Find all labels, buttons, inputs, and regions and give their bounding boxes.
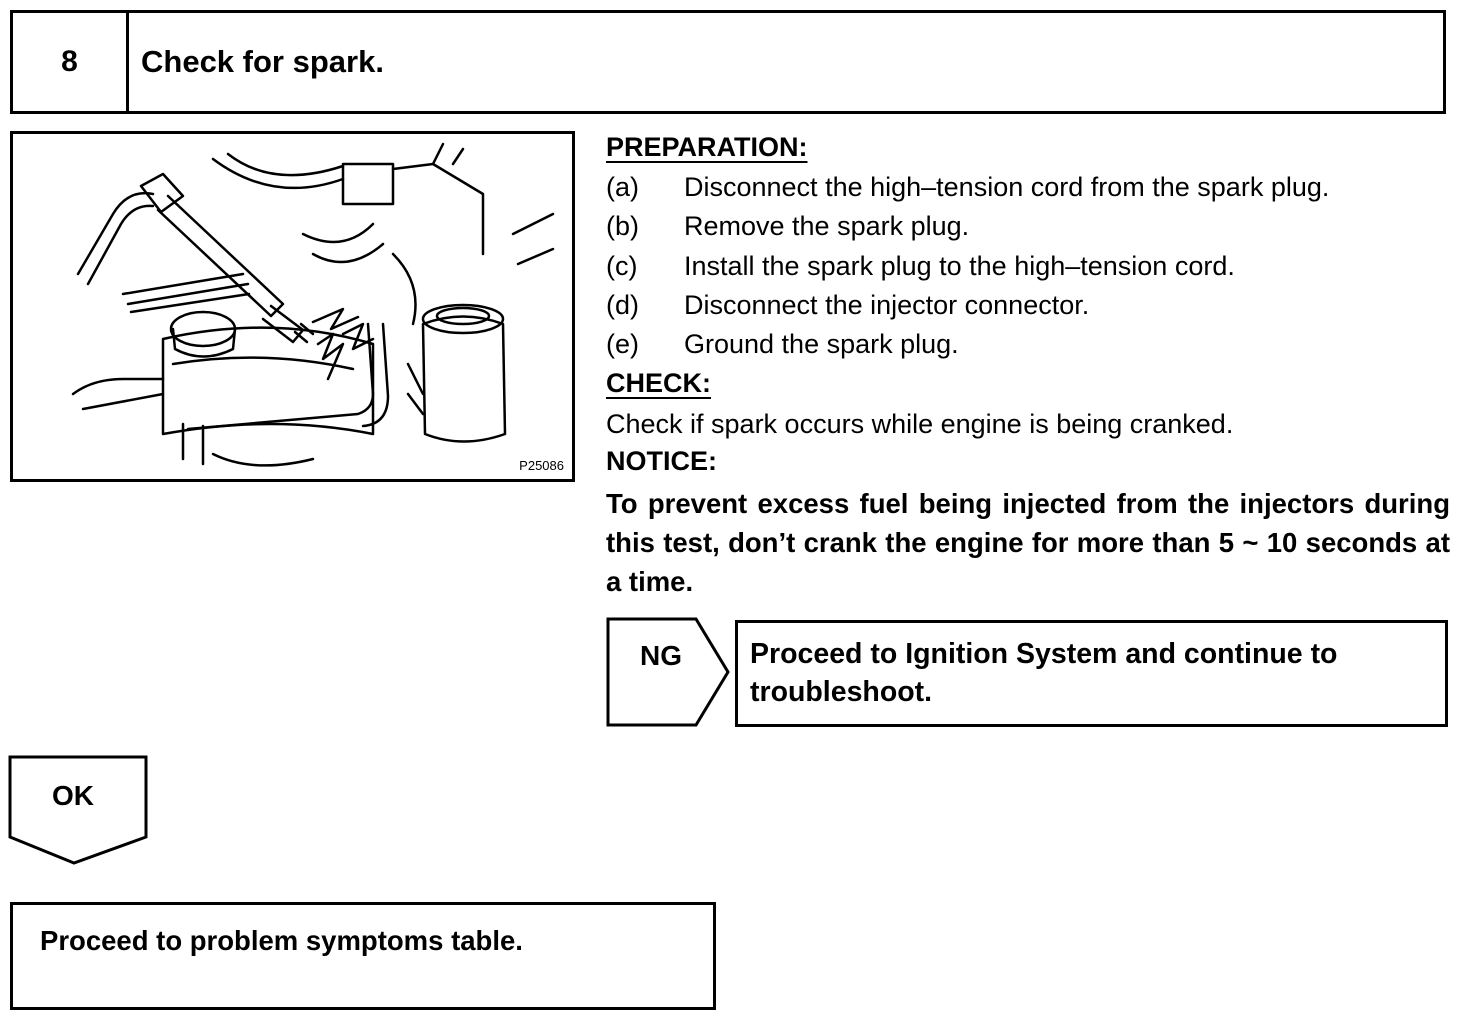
- preparation-heading: PREPARATION:: [606, 132, 808, 162]
- engine-illustration: [10, 131, 575, 482]
- figure-code: P25086: [519, 458, 564, 473]
- prep-step-text: Disconnect the high–tension cord from the spark plug.: [684, 172, 1330, 202]
- ng-action-text: Proceed to Ignition System and continue to troubleshoot.: [750, 638, 1338, 708]
- ng-action-box: [735, 620, 1448, 727]
- prep-step-text: Install the spark plug to the high–tension cord.: [684, 251, 1235, 281]
- step-number: 8: [13, 13, 129, 111]
- notice-text: To prevent excess fuel being injected from the injectors during this test, don’t crank the engine for more than 5 ~ 10 seconds at a time.: [606, 488, 1450, 597]
- ng-label: NG: [640, 640, 682, 671]
- step-title: Check for spark.: [141, 44, 384, 79]
- prep-step-text: Disconnect the injector connector.: [684, 290, 1090, 320]
- prep-step-text: Ground the spark plug.: [684, 329, 959, 359]
- step-header: [10, 10, 1446, 114]
- prep-step-letter: (e): [606, 329, 639, 359]
- final-action-box: [10, 902, 716, 1010]
- notice-heading: NOTICE:: [606, 446, 717, 476]
- prep-step-letter: (a): [606, 172, 639, 202]
- prep-step-letter: (d): [606, 290, 639, 320]
- ng-arrow-shape: [606, 617, 732, 729]
- prep-step-letter: (c): [606, 251, 638, 281]
- ok-label: OK: [52, 780, 94, 811]
- final-action-text: Proceed to problem symptoms table.: [40, 925, 523, 956]
- check-text: Check if spark occurs while engine is being cranked.: [606, 409, 1234, 439]
- prep-step-letter: (b): [606, 211, 639, 241]
- spark-plug-illustration-icon: [13, 134, 572, 479]
- prep-step-text: Remove the spark plug.: [684, 211, 970, 241]
- check-heading: CHECK:: [606, 368, 711, 398]
